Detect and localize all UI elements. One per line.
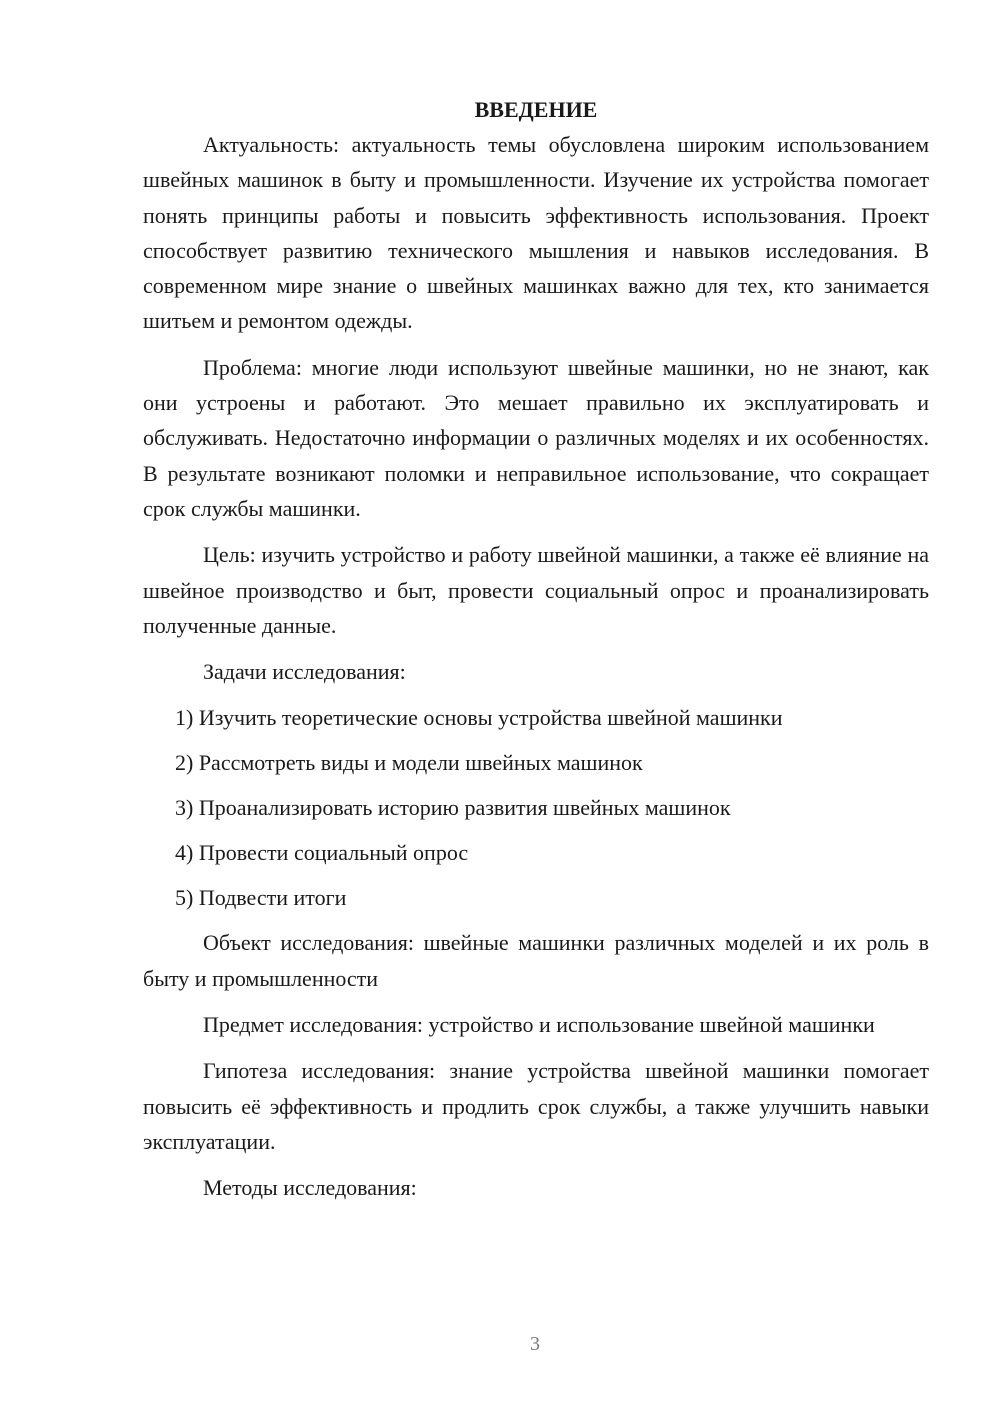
section-title: ВВЕДЕНИЕ [474,97,598,122]
paragraph-object: Объект исследования: швейные машинки различных моделей и их роль в быту и промышленности [143,930,929,991]
document-page [143,93,929,1217]
paragraph-relevance: Актуальность: актуальность темы обусловлена широким использованием швейных машинок в быту и промышленности. Изучение их устройства помогает понять принципы работы и повысить эффективность использования. Проект способствует развитию технического мышления и навыков исследования. В современном мире знание о швейных машинках важно для тех, кто занимается шитьем и ремонтом одежды. [143,132,929,334]
list-item: 5) Подвести итоги [175,885,347,911]
tasks-list [143,700,929,915]
paragraph-hypothesis: Гипотеза исследования: знание устройства швейной машинки помогает повысить её эффективность и продлить срок службы, а также улучшить навыки эксплуатации. [143,1058,929,1154]
paragraph-methods: Методы исследования: [203,1175,417,1201]
paragraph-subject: Предмет исследования: устройство и использование швейной машинки [203,1012,875,1038]
page-number: 3 [530,1333,540,1355]
paragraph-problem: Проблема: многие люди используют швейные машинки, но не знают, как они устроены и работают. Это мешает правильно их эксплуатировать и обслуживать. Недостаточно информации о различных моделях и их особенностях. В результате возникают поломки и неправильное использование, что сокращает срок службы машинки. [143,354,929,521]
list-item: 2) Рассмотреть виды и модели швейных машинок [175,750,643,776]
paragraph-goal: Цель: изучить устройство и работу швейной машинки, а также её влияние на швейное производство и быт, провести социальный опрос и проанализировать полученные данные. [143,542,929,638]
list-item: 1) Изучить теоретические основы устройства швейной машинки [175,705,783,731]
paragraph-tasks-heading: Задачи исследования: [203,659,406,685]
list-item: 3) Проанализировать историю развития швейных машинок [175,795,731,821]
list-item: 4) Провести социальный опрос [175,840,469,866]
